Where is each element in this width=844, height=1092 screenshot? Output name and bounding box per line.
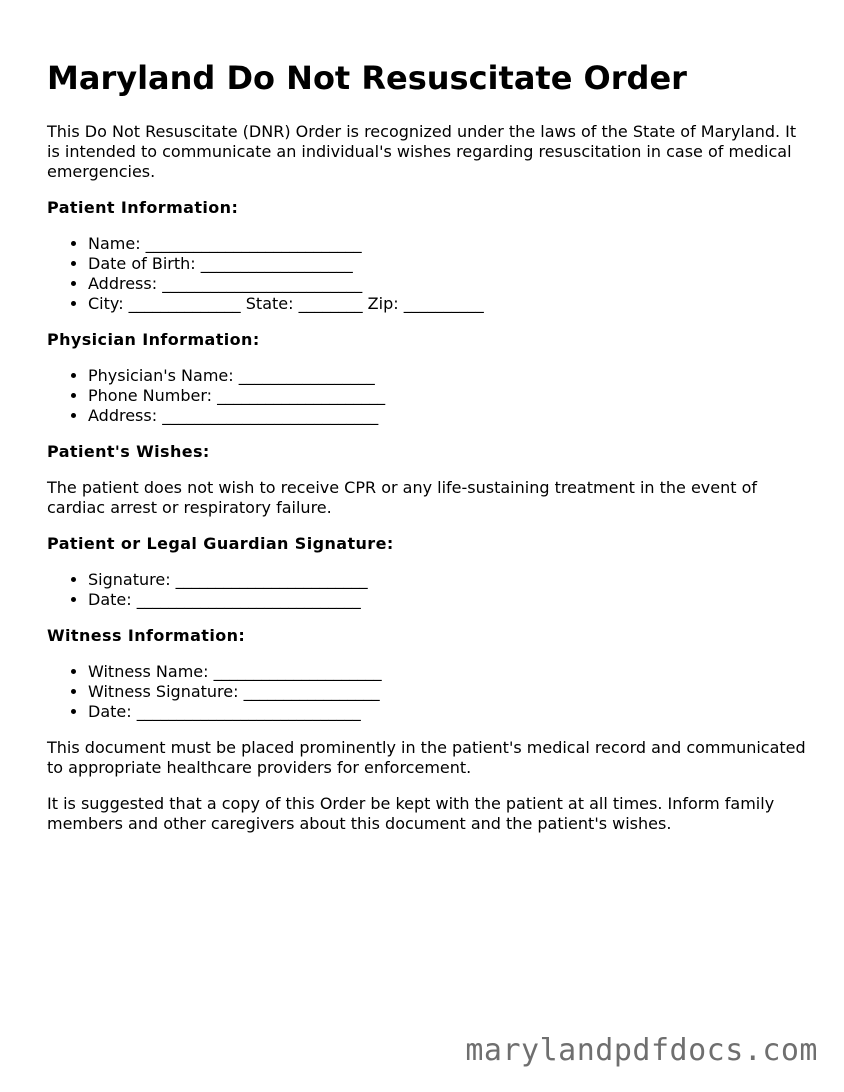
physician-name-field: • Physician's Name: _________________: [88, 366, 807, 386]
physician-address-field: • Address: ___________________________: [88, 406, 807, 426]
patient-dob-field: • Date of Birth: ___________________: [88, 254, 807, 274]
patient-name-field: • Name: ___________________________: [88, 234, 807, 254]
witness-heading: Witness Information:: [47, 626, 246, 645]
wishes-heading: Patient's Wishes:: [47, 442, 210, 461]
page-title: Maryland Do Not Resuscitate Order: [47, 59, 687, 97]
physician-phone-field: • Phone Number: _____________________: [88, 386, 807, 406]
signature-field: • Signature: ________________________: [88, 570, 807, 590]
physician-info-heading: Physician Information:: [47, 330, 260, 349]
signature-heading: Patient or Legal Guardian Signature:: [47, 534, 394, 553]
closing-paragraph-record: This document must be placed prominently in the patient's medical record and communicated to appropriate healthcare providers for enforcement.: [47, 738, 806, 777]
document-body: [47, 122, 807, 850]
patient-address-field: • Address: _________________________: [88, 274, 807, 294]
patient-info-list: [47, 234, 807, 314]
witness-date-field: • Date: ____________________________: [88, 702, 807, 722]
physician-info-list: [47, 366, 807, 426]
witness-signature-field: • Witness Signature: _________________: [88, 682, 807, 702]
wishes-paragraph: The patient does not wish to receive CPR or any life-sustaining treatment in the event of cardiac arrest or respiratory failure.: [47, 478, 758, 517]
signature-date-field: • Date: ____________________________: [88, 590, 807, 610]
signature-list: [47, 570, 807, 610]
watermark: marylandpdfdocs.com: [465, 1033, 818, 1068]
closing-paragraph-copy: It is suggested that a copy of this Order be kept with the patient at all times. Inform family members and other caregivers about this document and the patient's wishes.: [47, 794, 775, 833]
patient-city-state-zip-field: • City: ______________ State: ________ Zip: __________: [88, 294, 807, 314]
witness-list: [47, 662, 807, 722]
patient-info-heading: Patient Information:: [47, 198, 239, 217]
intro-paragraph: This Do Not Resuscitate (DNR) Order is recognized under the laws of the State of Maryland. It is intended to communicate an individual's wishes regarding resuscitation in case of medical emergencies.: [47, 122, 797, 181]
witness-name-field: • Witness Name: _____________________: [88, 662, 807, 682]
